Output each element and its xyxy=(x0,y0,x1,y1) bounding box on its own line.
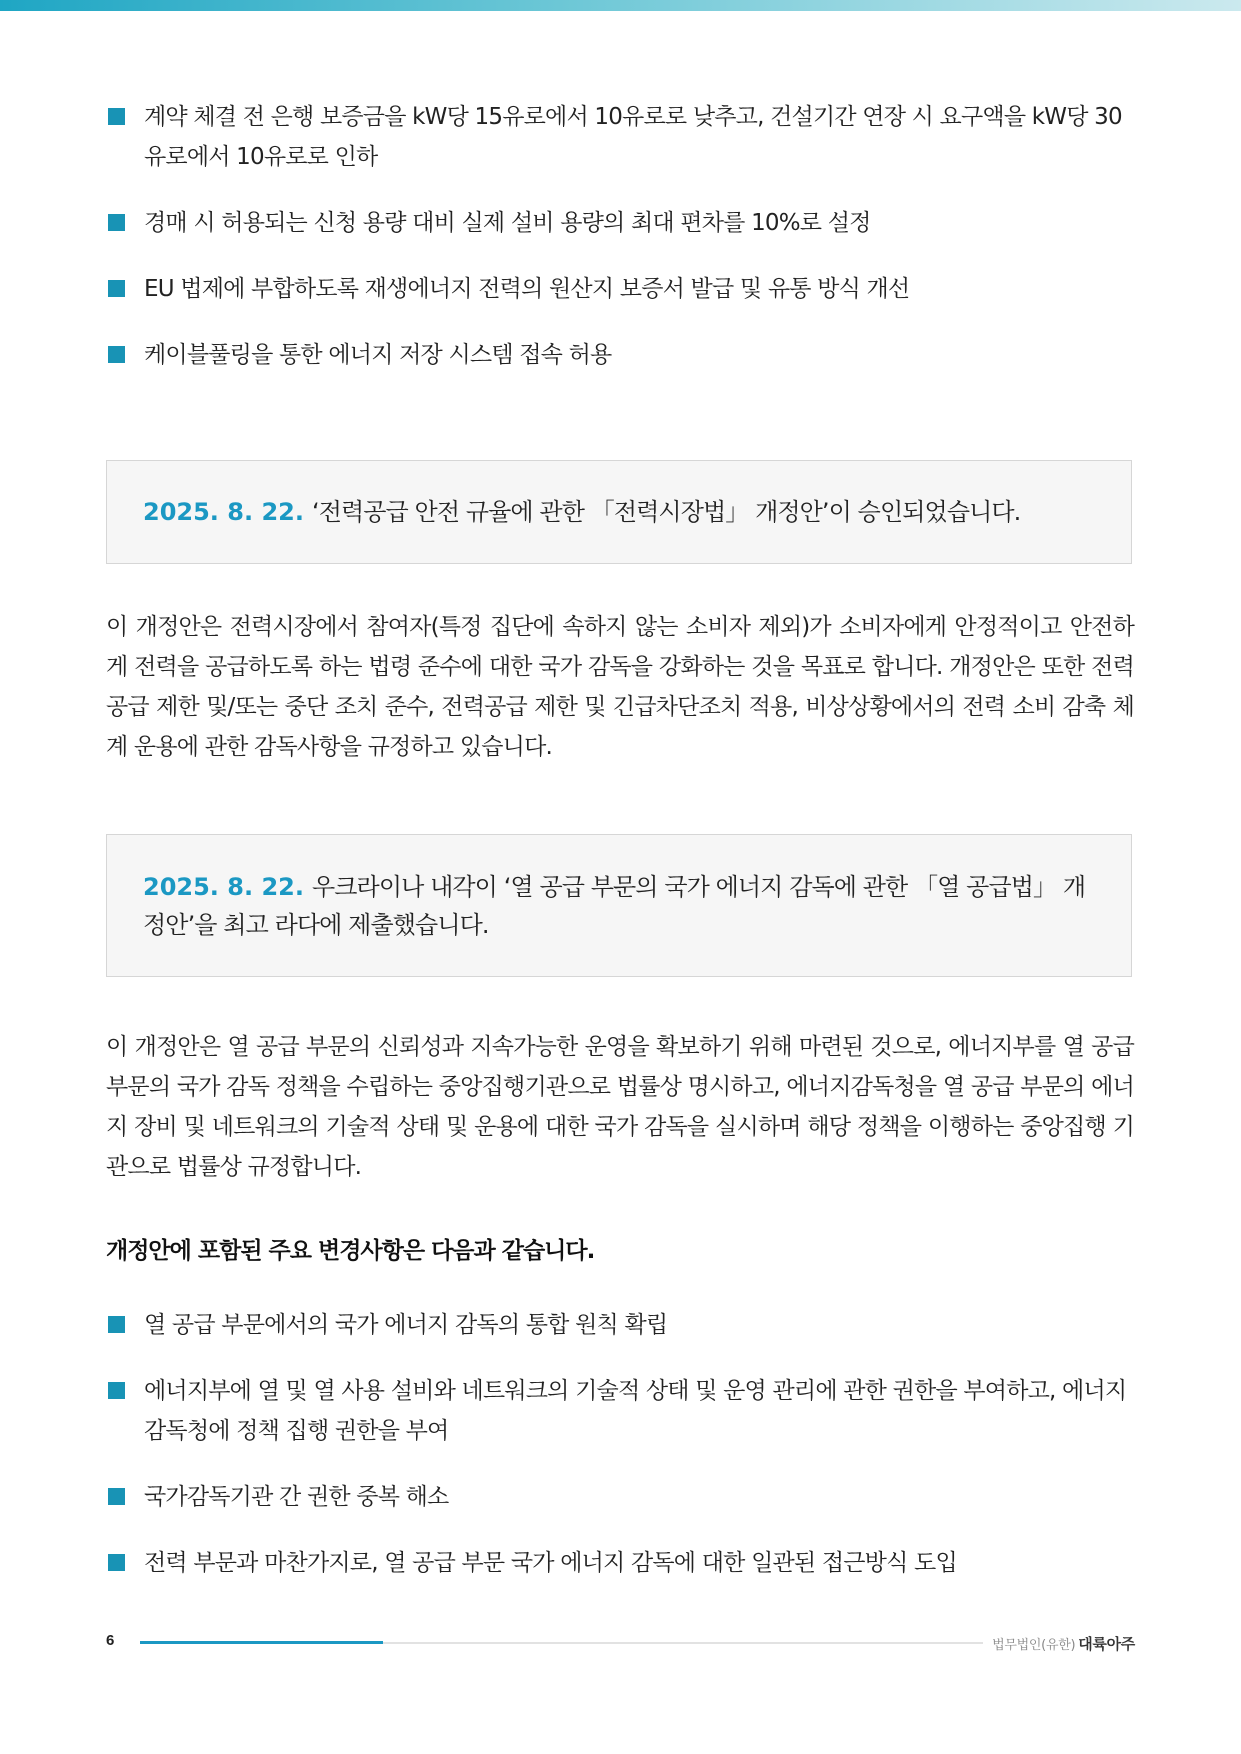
page-number: 6 xyxy=(106,1632,115,1649)
notice-box xyxy=(106,834,1132,977)
square-bullet-icon xyxy=(108,214,125,231)
list-item-text: 국가감독기관 간 권한 중복 해소 xyxy=(144,1484,449,1510)
page-footer xyxy=(0,1630,1241,1660)
notice-date: 2025. 8. 22. xyxy=(143,873,304,901)
list-item xyxy=(106,1371,1134,1451)
notice-text: ‘전력공급 안전 규율에 관한 「전력시장법」 개정안’이 승인되었습니다. xyxy=(311,498,1021,526)
list-item-text: 에너지부에 열 및 열 사용 설비와 네트워크의 기술적 상태 및 운영 관리에 관한 권한을 부여하고, 에너지 감독청에 정책 집행 권한을 부여 xyxy=(144,1378,1127,1444)
list-item-text: 열 공급 부문에서의 국가 에너지 감독의 통합 원칙 확립 xyxy=(144,1312,668,1338)
list-item xyxy=(106,203,1134,243)
list-item xyxy=(106,97,1134,177)
bullet-list-1 xyxy=(106,97,1134,401)
body-paragraph: 이 개정안은 전력시장에서 참여자(특정 집단에 속하지 않는 소비자 제외)가 소비자에게 안정적이고 안전하게 전력을 공급하도록 하는 법령 준수에 대한 국가 감독을 강화하는 것을 목표로 합니다. 개정안은 또한 전력 공급 제한 및/또는 중단 조치 준수, 전력공급 제한 및 긴급차단조치 적용, 비상상황에서의 전력 소비 감축 체계 운용에 관한 감독사항을 규정하고 있습니다. xyxy=(106,614,1134,760)
list-item xyxy=(106,1477,1134,1517)
list-item-text: 경매 시 허용되는 신청 용량 대비 실제 설비 용량의 최대 편차를 10%로 설정 xyxy=(144,210,871,236)
square-bullet-icon xyxy=(108,1554,125,1571)
bullet-list-2 xyxy=(106,1305,1134,1609)
square-bullet-icon xyxy=(108,1316,125,1333)
top-accent-bar xyxy=(0,0,1241,11)
list-item-text: 케이블풀링을 통한 에너지 저장 시스템 접속 허용 xyxy=(144,342,612,368)
square-bullet-icon xyxy=(108,108,125,125)
firm-brand: 대륙아주 xyxy=(1078,1635,1135,1653)
notice-box xyxy=(106,460,1132,564)
list-item xyxy=(106,269,1134,309)
list-item xyxy=(106,1305,1134,1345)
list-item xyxy=(106,1543,1134,1583)
square-bullet-icon xyxy=(108,1488,125,1505)
firm-name xyxy=(992,1633,1135,1654)
square-bullet-icon xyxy=(108,346,125,363)
list-item-text: EU 법제에 부합하도록 재생에너지 전력의 원산지 보증서 발급 및 유통 방식 개선 xyxy=(144,276,910,302)
square-bullet-icon xyxy=(108,1382,125,1399)
square-bullet-icon xyxy=(108,280,125,297)
list-item-text: 계약 체결 전 은행 보증금을 kW당 15유로에서 10유로로 낮추고, 건설기간 연장 시 요구액을 kW당 30 유로에서 10유로로 인하 xyxy=(144,104,1122,170)
list-item xyxy=(106,335,1134,375)
notice-date: 2025. 8. 22. xyxy=(143,498,304,526)
notice-text: 우크라이나 내각이 ‘열 공급 부문의 국가 에너지 감독에 관한 「열 공급법」 개정안’을 최고 라다에 제출했습니다. xyxy=(143,873,1086,939)
footer-divider-accent xyxy=(140,1641,383,1644)
section-heading: 개정안에 포함된 주요 변경사항은 다음과 같습니다. xyxy=(106,1238,595,1264)
firm-prefix: 법무법인(유한) xyxy=(992,1638,1076,1653)
list-item-text: 전력 부문과 마찬가지로, 열 공급 부문 국가 에너지 감독에 대한 일관된 접근방식 도입 xyxy=(144,1550,957,1576)
body-paragraph: 이 개정안은 열 공급 부문의 신뢰성과 지속가능한 운영을 확보하기 위해 마련된 것으로, 에너지부를 열 공급 부문의 국가 감독 정책을 수립하는 중앙집행기관으로 법률상 명시하고, 에너지감독청을 열 공급 부문의 에너지 장비 및 네트워크의 기술적 상태 및 운용에 대한 국가 감독을 실시하며 해당 정책을 이행하는 중앙집행 기관으로 법률상 규정합니다. xyxy=(106,1034,1134,1180)
